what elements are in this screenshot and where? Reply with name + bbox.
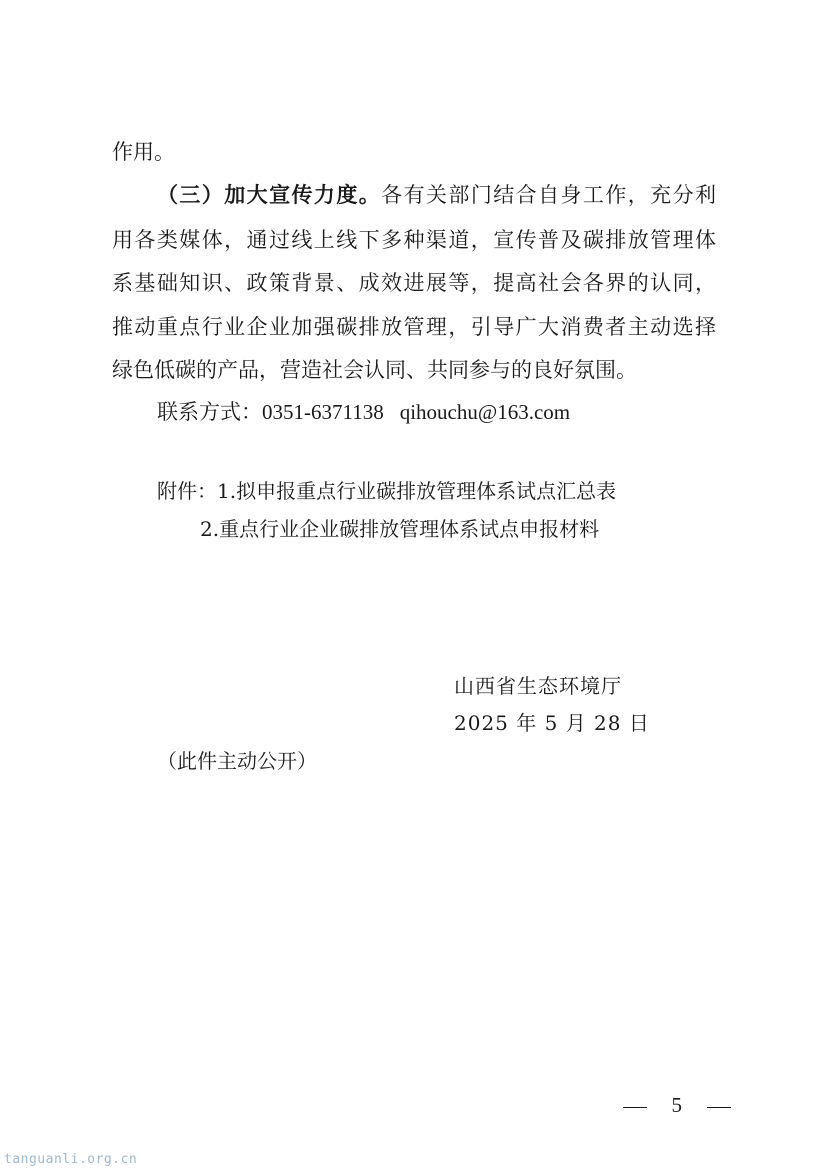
body-text: 各有关部门结合自身工作，充分利 xyxy=(381,183,717,207)
page-number xyxy=(623,1090,731,1120)
body-text: 用各类媒体，通过线上线下多种渠道，宣传普及碳排放管理体 xyxy=(112,228,716,252)
signature-date: 2025 年 5 月 28 日 xyxy=(454,711,650,735)
body-text: 推动重点行业企业加强碳排放管理，引导广大消费者主动选择 xyxy=(112,315,716,339)
section-3-paragraph-line xyxy=(157,180,716,210)
body-line-6 xyxy=(112,355,637,385)
body-text: 作用。 xyxy=(112,140,175,164)
dash-left xyxy=(623,1107,647,1108)
watermark: tanguanli.org.cn xyxy=(4,1152,138,1167)
attachment-label: 附件： xyxy=(157,479,217,503)
body-line-4 xyxy=(112,268,716,298)
attachment-line-1 xyxy=(157,476,616,506)
body-line-3 xyxy=(112,225,716,255)
contact-email: qihouchu@163.com xyxy=(399,400,571,424)
page-number-value: 5 xyxy=(671,1093,682,1117)
contact-label: 联系方式： xyxy=(157,400,262,424)
dash-right xyxy=(707,1107,731,1108)
attachment-line-2 xyxy=(200,514,599,544)
body-line-5 xyxy=(112,312,716,342)
attachment-item: 1.拟申报重点行业碳排放管理体系试点汇总表 xyxy=(217,479,617,503)
contact-line xyxy=(157,397,570,427)
disclosure-note: （此件主动公开） xyxy=(157,749,317,773)
body-text: 绿色低碳的产品，营造社会认同、共同参与的良好氛围。 xyxy=(112,358,637,382)
signature-organization: 山西省生态环境厅 xyxy=(454,674,622,698)
body-text: 系基础知识、政策背景、成效进展等，提高社会各界的认同， xyxy=(112,271,716,295)
attachment-item: 2.重点行业企业碳排放管理体系试点申报材料 xyxy=(200,517,600,541)
body-line-1 xyxy=(112,137,175,167)
section-heading: （三）加大宣传力度。 xyxy=(157,182,382,207)
contact-phone: 0351-6371138 xyxy=(262,400,384,424)
